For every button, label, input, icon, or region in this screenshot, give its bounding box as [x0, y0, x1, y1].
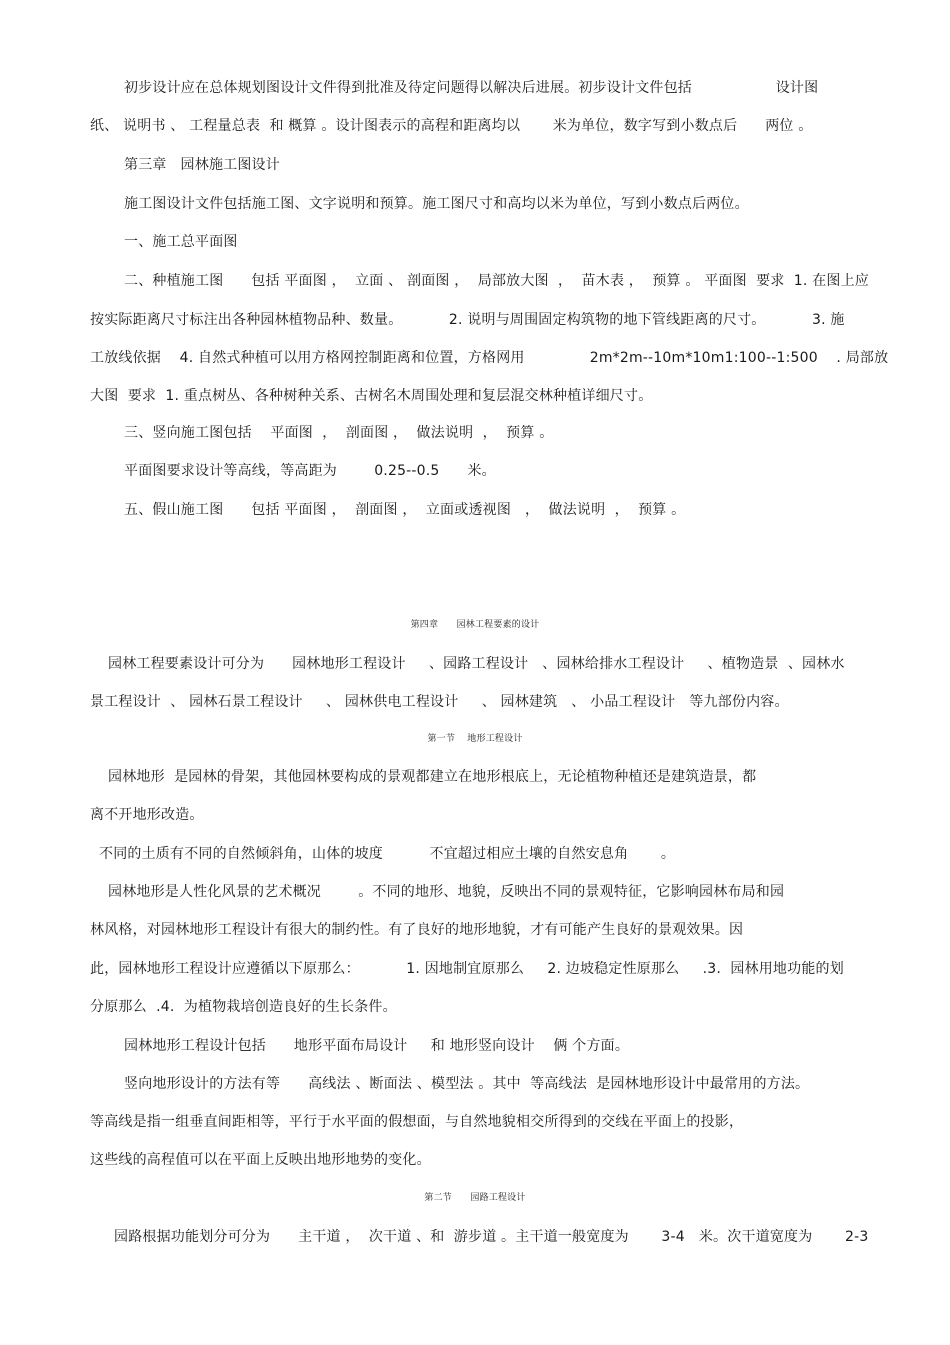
- text-line: 施工图设计文件包括施工图、文字说明和预算。施工图尺寸和高均以米为单位，写到小数点后两位。: [124, 196, 749, 212]
- text-line: 林风格，对园林地形工程设计有很大的制约性。有了良好的地形地貌，才有可能产生良好的景观效果。因: [90, 922, 744, 938]
- text-line: 分原那么 .4. 为植物栽培创造良好的生长条件。: [90, 999, 397, 1015]
- section-heading: 第二节 园路工程设计: [424, 1193, 526, 1203]
- text-line: 等高线是指一组垂直间距相等，平行于水平面的假想面，与自然地貌相交所得到的交线在平面上的投影，: [90, 1114, 744, 1130]
- text-line: 三、竖向施工图包括 平面图 ， 剖面图 ， 做法说明 ， 预算 。: [124, 425, 554, 441]
- text-line: 园林地形 是园林的骨架，其他园林要构成的景观都建立在地形根底上，无论植物种植还是建筑造景，都: [108, 769, 757, 785]
- text-line: 纸、 说明书 、 工程量总表 和 概算 。设计图表示的高程和距离均以 米为单位，数字写到小数点后 两位 。: [90, 118, 813, 134]
- section-heading: 第一节 地形工程设计: [427, 734, 523, 744]
- text-line: 此，园林地形工程设计应遵循以下原那么： 1. 因地制宜原那么 2. 边坡稳定性原那么 .3. 园林用地功能的划: [90, 961, 844, 977]
- text-line: 这些线的高程值可以在平面上反映出地形地势的变化。: [90, 1152, 431, 1168]
- text-line: 不同的土质有不同的自然倾斜角，山体的坡度 不宜超过相应土壤的自然安息角 。: [99, 846, 676, 862]
- text-line: 平面图要求设计等高线，等高距为 0.25--0.5 米。: [124, 463, 496, 479]
- text-line: 园林工程要素设计可分为 园林地形工程设计 、园路工程设计 、园林给排水工程设计 、植物造景 、园林水: [108, 656, 845, 672]
- text-line: 工放线依据 4. 自然式种植可以用方格网控制距离和位置，方格网用 2m*2m--10m*10m1:100--1:500 . 局部放: [90, 350, 889, 366]
- text-line: 二、种植施工图 包括 平面图 ， 立面 、 剖面图 ， 局部放大图 ， 苗木表 ， 预算 。 平面图 要求 1. 在图上应: [124, 273, 870, 289]
- text-line: 按实际距离尺寸标注出各种园林植物品种、数量。 2. 说明与周围固定构筑物的地下管线距离的尺寸。 3. 施: [90, 312, 845, 328]
- text-line: 大图 要求 1. 重点树丛、各种树种关系、古树名木周围处理和复层混交林种植详细尺寸。: [90, 388, 653, 404]
- section-heading: 一、施工总平面图: [124, 234, 238, 250]
- text-line: 竖向地形设计的方法有等 高线法 、断面法 、模型法 。其中 等高线法 是园林地形设计中最常用的方法。: [124, 1076, 810, 1092]
- text-line: 园林地形工程设计包括 地形平面布局设计 和 地形竖向设计 俩 个方面。: [124, 1038, 630, 1054]
- text-line: 景工程设计 、 园林石景工程设计 、 园林供电工程设计 、 园林建筑 、 小品工程设计 等九部份内容。: [90, 694, 789, 710]
- text-line: 初步设计应在总体规划图设计文件得到批准及待定问题得以解决后进展。初步设计文件包括 设计图: [124, 80, 819, 96]
- text-line: 五、假山施工图 包括 平面图 ， 剖面图 ， 立面或透视图 ， 做法说明 ， 预算 。: [124, 502, 686, 518]
- text-line: 园路根据功能划分可分为 主干道 ， 次干道 、和 游步道 。主干道一般宽度为 3-4 米。次干道宽度为 2-3: [114, 1229, 869, 1245]
- chapter-heading: 第四章 园林工程要素的设计: [410, 620, 540, 630]
- text-line: 园林地形是人性化风景的艺术概况 。不同的地形、地貌，反映出不同的景观特征，它影响园林布局和园: [108, 884, 785, 900]
- chapter-heading: 第三章 园林施工图设计: [124, 157, 280, 173]
- text-line: 离不开地形改造。: [90, 807, 204, 823]
